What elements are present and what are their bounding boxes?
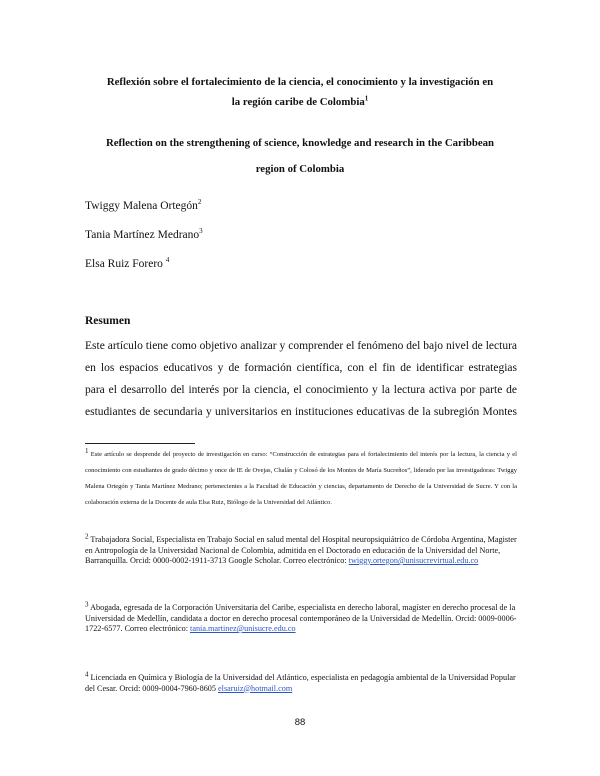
footnote-1: $^1$ Este artículo se desprende del proyecto de investigación en curso: “Construcción de estrategias para el fortalecimiento del interés por la lectura, la ciencia y el conocimiento con estudiantes de grado décimo y once de IE de Ovejas, Chalán y Colosó de los Montes de María Sucreños”, liderado por las investigadoras: Twiggy Malena Ortegón y Tania Martínez Medrano; pertenecientes a la Facultad de Educación y ciencias, departamento de Derecho de la Universidad de Sucre. Y con la colaboración externa de la Docente de aula Elsa Ruiz, Biólogo de la Universidad del Atlántico. <box>85 446 517 506</box>
footnote-2: $^2$ Trabajadora Social, Especialista en Trabajo Social en salud mental del Hospital neuropsiquiátrico de Córdoba Argentina, Magister en Antropología de la Universidad Nacional de Colombia, admitida en el Doctorado en educación de la Universidad del Norte, Barranquilla. Orcid: 0000-0002-1911-3713 Google Scholar. Correo electrónico: twiggy.ortegon@unisucrevirtual.edu.co <box>85 532 517 565</box>
author-2: Tania Martínez Medrano$^3$ <box>85 227 203 241</box>
abstract-line: para el desarrollo del interés por la ciencia, el conocimiento y la lectura activa por parte de <box>85 384 517 396</box>
abstract-line: en los espacios educativos y de formación científica, con el fin de identificar estrategias <box>85 362 517 374</box>
footnote-4: $^4$ Licenciada en Química y Biología de la Universidad del Atlántico, especialista en pedagogía ambiental de la Universidad Popular del Cesar. Orcid: 0009-0004-7960-8605 elsaruiz@hotmail.com <box>85 670 516 693</box>
title-footnote-marker: 1 <box>364 94 369 103</box>
abstract-heading: Resumen <box>85 315 131 327</box>
author-1: Twiggy Malena Ortegón$^2$ <box>85 198 202 212</box>
abstract-line: Este artículo tiene como objetivo analizar y comprender el fenómeno del bajo nivel de lectura <box>85 340 517 352</box>
abstract-body <box>85 335 517 423</box>
abstract-line: estudiantes de secundaria y universitarios en instituciones educativas de la subregión Montes <box>85 406 517 418</box>
spanish-title-line-2: la región caribe de Colombia$^1$ <box>231 94 369 108</box>
footnote-3: $^3$ Abogada, egresada de la Corporación Universitaria del Caribe, especialista en derecho laboral, magíster en derecho procesal de la Universidad de Medellín, candidata a doctor en derecho procesal contemporáneo de la Universidad de Medellín. Orcid: 0009-0006-1722-6577. Correo electrónico: tania.martinez@unisucre.edu.co <box>85 600 517 633</box>
english-title-line-2: region of Colombia <box>255 163 345 175</box>
spanish-title-line-1: Reflexión sobre el fortalecimiento de la ciencia, el conocimiento y la investigación en <box>106 76 494 88</box>
author-3: Elsa Ruiz Forero $^4$ <box>85 256 170 270</box>
english-title <box>60 130 540 182</box>
footnote-separator <box>85 443 195 444</box>
english-title-line-1: Reflection on the strengthening of science, knowledge and research in the Caribbean <box>105 137 495 149</box>
page-number: 88 <box>294 717 306 728</box>
spanish-title <box>60 72 540 112</box>
email-link-martinez[interactable]: tania.martinez@unisucre.edu.co <box>190 624 296 633</box>
email-link-ortegon[interactable]: twiggy.ortegon@unisucrevirtual.edu.co <box>348 556 479 565</box>
email-link-ruiz[interactable]: elsaruiz@hotmail.com <box>218 683 293 693</box>
